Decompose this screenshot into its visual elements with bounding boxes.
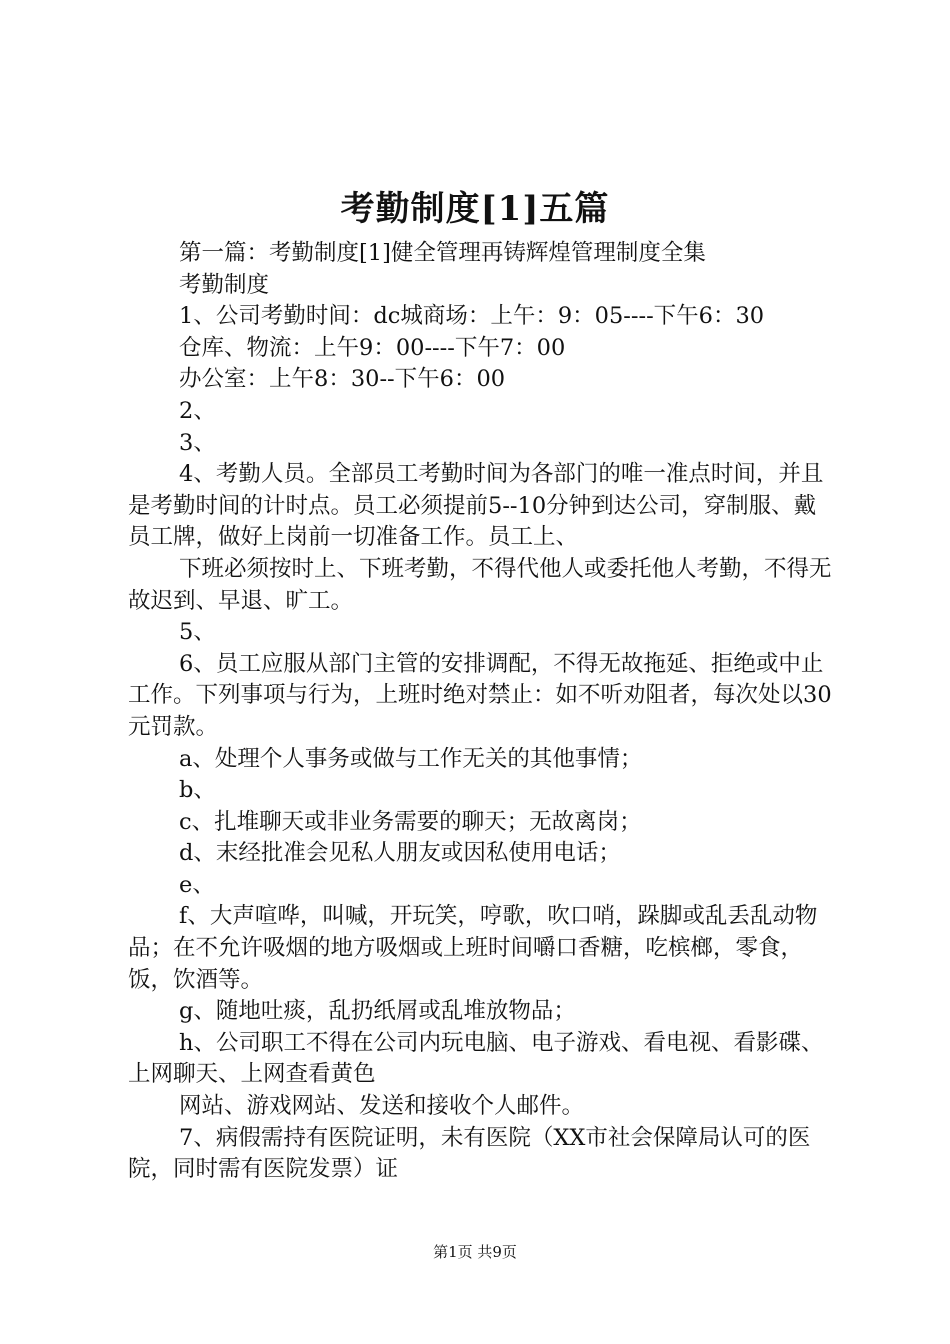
paragraph-12: a、处理个人事务或做与工作无关的其他事情； [179,745,643,772]
paragraph-3: 1、公司考勤时间：dc城商场：上午：9：05----下午6：30 [179,303,765,330]
paragraph-2: 考勤制度 [179,271,270,298]
paragraph-17: f、大声喧哗，叫喊，开玩笑，哼歌，吹口哨，跺脚或乱丢乱动物品；在不允许吸烟的地方吸烟或上班时间嚼口香糖，吃槟榔，零食，饭，饮酒等。 [128,903,818,993]
page-number-footer: 第1页 共9页 [433,1243,517,1261]
paragraph-15: d、末经批准会见私人朋友或因私使用电话； [179,840,621,867]
paragraph-11: 6、员工应服从部门主管的安排调配，不得无故拖延、拒绝或中止工作。下列事项与行为，上班时绝对禁止：如不听劝阻者，每次处以30元罚款。 [128,650,832,740]
paragraph-8: 4、考勤人员。全部员工考勤时间为各部门的唯一准点时间，并且是考勤时间的计时点。员工必须提前5--10分钟到达公司，穿制服、戴员工牌，做好上岗前一切准备工作。员工上、 [128,461,824,551]
paragraph-9: 下班必须按时上、下班考勤，不得代他人或委托他人考勤，不得无故迟到、早退、旷工。 [128,555,832,614]
paragraph-4: 仓库、物流：上午9：00----下午7：00 [179,334,566,361]
paragraph-13: b、 [179,777,216,804]
paragraph-14: c、扎堆聊天或非业务需要的聊天；无故离岗； [179,808,642,835]
paragraph-10: 5、 [179,619,216,646]
paragraph-21: 7、病假需持有医院证明，未有医院（XX市社会保障局认可的医院，同时需有医院发票）证 [128,1124,811,1183]
paragraph-19: h、公司职工不得在公司内玩电脑、电子游戏、看电视、看影碟、上网聊天、上网查看黄色 [128,1029,824,1088]
paragraph-5: 办公室：上午8：30--下午6：00 [179,366,506,393]
paragraph-1: 第一篇：考勤制度[1]健全管理再铸辉煌管理制度全集 [179,240,706,266]
document-title: 考勤制度[1]五篇 [340,189,610,229]
paragraph-7: 3、 [179,429,216,456]
document-body [128,238,834,1186]
paragraph-6: 2、 [179,397,216,424]
paragraph-16: e、 [179,871,215,898]
paragraph-18: g、随地吐痰，乱扔纸屑或乱堆放物品； [179,998,576,1025]
paragraph-20: 网站、游戏网站、发送和接收个人邮件。 [179,1093,585,1120]
